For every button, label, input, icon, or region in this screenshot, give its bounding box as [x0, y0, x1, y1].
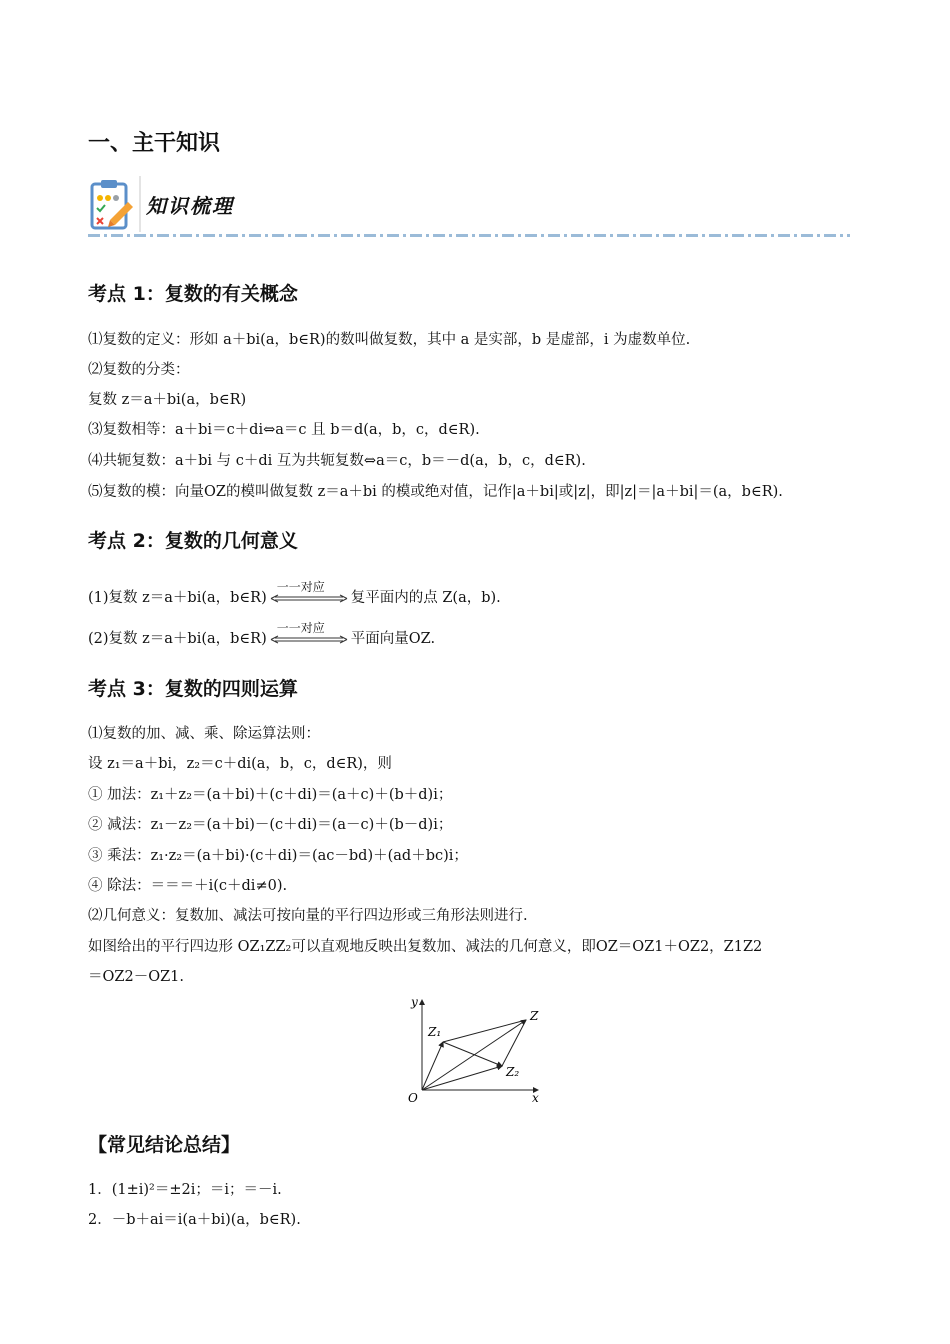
vector-oz2 [422, 1066, 502, 1090]
summary-line-1: 1．(1±i)²＝±2i；＝i；＝－i. [88, 1182, 282, 1198]
label-z2: Z₂ [506, 1065, 520, 1079]
clipboard-icon [88, 176, 136, 232]
topic-3-line-2: 设 z₁＝a＋bi，z₂＝c＋di(a，b，c，d∈R)，则 [88, 756, 392, 772]
badge-label: 知识梳理 [146, 194, 234, 218]
side-z1-z [443, 1020, 526, 1042]
topic-2-title: 考点 2：复数的几何意义 [88, 530, 298, 552]
label-x: x [532, 1091, 539, 1105]
topic-2-line-2-left: (2)复数 z＝a＋bi(a，b∈R) [88, 631, 267, 647]
label-z: Z [530, 1009, 539, 1023]
topic-3-line-7: ⑵几何意义：复数加、减法可按向量的平行四边形或三角形法则进行. [88, 908, 528, 924]
topic-1-line-6: ⑸复数的模：向量OZ的模叫做复数 z＝a＋bi 的模或绝对值，记作|a＋bi|或|z|，即|z|＝|a＋bi|＝(a，b∈R). [88, 484, 783, 500]
knowledge-badge [88, 176, 272, 232]
topic-3-line-4: ② 减法：z₁－z₂＝(a＋bi)－(c＋di)＝(a－c)＋(b－d)i； [88, 817, 453, 833]
bijection-arrow [269, 621, 349, 649]
topic-2-line-2 [88, 621, 436, 649]
topic-3-line-8: 如图给出的平行四边形 OZ₁ZZ₂可以直观地反映出复数加、减法的几何意义，即OZ＝OZ1＋OZ2，Z1Z2 [88, 939, 763, 955]
label-y: y [411, 995, 418, 1009]
parallelogram-figure [402, 990, 552, 1110]
bijection-arrow [269, 580, 349, 608]
topic-3-line-5: ③ 乘法：z₁·z₂＝(a＋bi)·(c＋di)＝(ac－bd)＋(ad＋bc)i； [88, 848, 468, 864]
topic-1-line-3: 复数 z＝a＋bi(a，b∈R) [88, 392, 247, 408]
topic-1-line-4: ⑶复数相等：a＋bi＝c＋di⇔a＝c 且 b＝d(a，b，c，d∈R). [88, 422, 480, 438]
topic-3-line-1: ⑴复数的加、减、乘、除运算法则： [88, 726, 320, 742]
topic-2-line-2-right: 平面向量OZ. [350, 631, 436, 647]
summary-title: 【常见结论总结】 [88, 1134, 241, 1156]
badge-divider [138, 176, 142, 232]
summary-line-2: 2．－b＋ai＝i(a＋bi)(a，b∈R). [88, 1212, 301, 1228]
topic-3-line-6: ④ 除法：＝＝＝＋i(c＋di≠0). [88, 878, 288, 894]
topic-3-line-3: ① 加法：z₁＋z₂＝(a＋bi)＋(c＋di)＝(a＋c)＋(b＋d)i； [88, 787, 453, 803]
topic-1-line-2: ⑵复数的分类： [88, 362, 190, 378]
label-z1: Z₁ [428, 1025, 442, 1039]
label-o: O [408, 1091, 418, 1105]
arrow-label: 一一对应 [276, 580, 325, 594]
topic-1-line-5: ⑷共轭复数：a＋bi 与 c＋di 互为共轭复数⇔a＝c，b＝－d(a，b，c，d∈R). [88, 453, 586, 469]
side-z2-z [502, 1020, 526, 1066]
topic-2-line-1 [88, 580, 501, 608]
topic-3-line-9: ＝OZ2－OZ1. [88, 969, 184, 985]
section-title: 一、主干知识 [88, 131, 221, 156]
topic-2-line-1-left: (1)复数 z＝a＋bi(a，b∈R) [88, 590, 267, 606]
dashed-rule [88, 234, 850, 237]
topic-1-title: 考点 1：复数的有关概念 [88, 283, 298, 305]
topic-3-title: 考点 3：复数的四则运算 [88, 678, 298, 700]
topic-1-line-1: ⑴复数的定义：形如 a＋bi(a，b∈R)的数叫做复数，其中 a 是实部，b 是虚部，i 为虚数单位. [88, 332, 691, 348]
vector-z1z2 [443, 1042, 502, 1066]
topic-2-line-1-right: 复平面内的点 Z(a，b). [350, 590, 501, 606]
arrow-label: 一一对应 [276, 621, 325, 635]
